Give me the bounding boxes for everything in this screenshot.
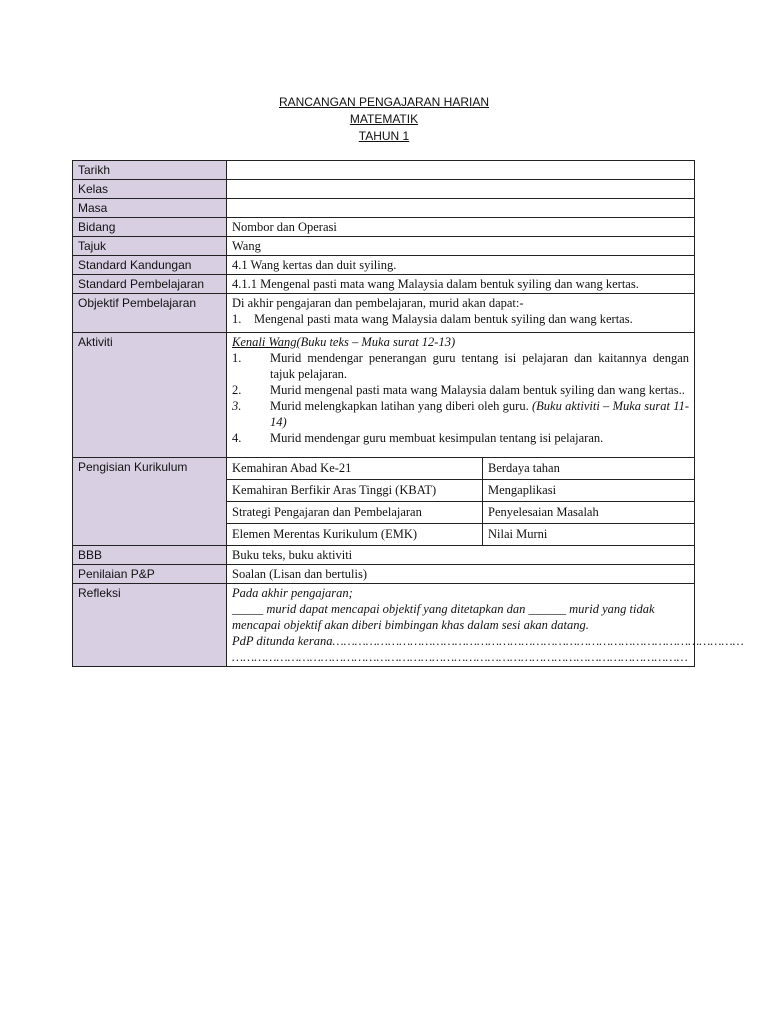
label-aktiviti: Aktiviti <box>73 333 227 458</box>
refleksi-line-4: …………………………………………………………………………………………………………… <box>232 650 688 664</box>
title-line-2: MATEMATIK <box>349 112 419 126</box>
value-penilaian: Soalan (Lisan dan bertulis) <box>227 565 695 584</box>
aktiviti-heading <box>232 334 689 350</box>
value-aktiviti <box>227 333 695 458</box>
value-refleksi <box>227 584 744 667</box>
value-tarikh <box>227 161 695 180</box>
row-masa <box>73 199 695 218</box>
document-title <box>0 94 768 145</box>
value-objektif <box>227 294 695 333</box>
lesson-plan-table <box>72 160 744 667</box>
list-item <box>232 382 689 398</box>
title-line-3: TAHUN 1 <box>358 129 410 143</box>
label-masa: Masa <box>73 199 227 218</box>
pengisian-name: Kemahiran Berfikir Aras Tinggi (KBAT) <box>227 480 483 502</box>
item-ref: (Buku aktiviti – Muka surat 11-14) <box>270 399 689 429</box>
row-tajuk <box>73 237 695 256</box>
label-bbb: BBB <box>73 546 227 565</box>
aktiviti-ref: (Buku teks – Muka surat 12-13) <box>296 335 456 349</box>
objektif-intro: Di akhir pengajaran dan pembelajaran, murid akan dapat:- <box>232 296 524 310</box>
item-number: 3. <box>232 399 242 413</box>
aktiviti-list <box>232 350 689 446</box>
label-standard-pembelajaran: Standard Pembelajaran <box>73 275 227 294</box>
item-number: 1. <box>232 351 242 365</box>
table-row <box>227 524 694 546</box>
row-objektif <box>73 294 695 333</box>
pengisian-value: Mengaplikasi <box>483 480 695 502</box>
value-bbb: Buku teks, buku aktiviti <box>227 546 695 565</box>
label-penilaian: Penilaian P&P <box>73 565 227 584</box>
table-row <box>227 502 694 524</box>
value-pengisian <box>227 458 695 546</box>
value-bidang: Nombor dan Operasi <box>227 218 695 237</box>
row-standard-kandungan <box>73 256 695 275</box>
item-number: 1. <box>232 312 242 326</box>
item-text: Murid melengkapkan latihan yang diberi oleh guru. <box>270 399 532 413</box>
label-objektif: Objektif Pembelajaran <box>73 294 227 333</box>
list-item <box>232 398 689 430</box>
label-standard-kandungan: Standard Kandungan <box>73 256 227 275</box>
refleksi-line-1: Pada akhir pengajaran; <box>232 586 353 600</box>
row-pengisian <box>73 458 695 546</box>
item-text-wrap <box>270 398 689 430</box>
item-number: 4. <box>232 431 242 445</box>
table-row <box>227 458 694 480</box>
row-bbb <box>73 546 695 565</box>
value-masa <box>227 199 695 218</box>
aktiviti-title: Kenali Wang <box>232 335 297 349</box>
pengisian-table <box>227 458 694 545</box>
item-text: Murid mendengar guru membuat kesimpulan tentang isi pelajaran. <box>270 431 604 445</box>
row-penilaian <box>73 565 695 584</box>
label-bidang: Bidang <box>73 218 227 237</box>
refleksi-line-3: PdP ditunda kerana………………………………………………………………………………………………… <box>232 634 744 648</box>
row-kelas <box>73 180 695 199</box>
title-line-1: RANCANGAN PENGAJARAN HARIAN <box>278 95 490 109</box>
pengisian-value: Penyelesaian Masalah <box>483 502 695 524</box>
item-text: Murid mengenal pasti mata wang Malaysia dalam bentuk syiling dan wang kertas.. <box>270 383 685 397</box>
list-item <box>232 311 689 327</box>
row-standard-pembelajaran <box>73 275 695 294</box>
pengisian-name: Strategi Pengajaran dan Pembelajaran <box>227 502 483 524</box>
label-refleksi: Refleksi <box>73 584 227 667</box>
value-standard-pembelajaran: 4.1.1 Mengenal pasti mata wang Malaysia dalam bentuk syiling dan wang kertas. <box>227 275 695 294</box>
row-bidang <box>73 218 695 237</box>
pengisian-name: Elemen Merentas Kurikulum (EMK) <box>227 524 483 546</box>
list-item <box>232 350 689 382</box>
value-kelas <box>227 180 695 199</box>
value-tajuk: Wang <box>227 237 695 256</box>
label-tajuk: Tajuk <box>73 237 227 256</box>
item-text: Mengenal pasti mata wang Malaysia dalam bentuk syiling dan wang kertas. <box>254 312 633 326</box>
row-tarikh <box>73 161 695 180</box>
value-standard-kandungan: 4.1 Wang kertas dan duit syiling. <box>227 256 695 275</box>
row-refleksi <box>73 584 695 667</box>
label-pengisian: Pengisian Kurikulum <box>73 458 227 546</box>
table-row <box>227 480 694 502</box>
pengisian-name: Kemahiran Abad Ke-21 <box>227 458 483 480</box>
pengisian-value: Berdaya tahan <box>483 458 695 480</box>
pengisian-value: Nilai Murni <box>483 524 695 546</box>
label-kelas: Kelas <box>73 180 227 199</box>
list-item <box>232 430 689 446</box>
label-tarikh: Tarikh <box>73 161 227 180</box>
row-aktiviti <box>73 333 695 458</box>
item-text: Murid mendengar penerangan guru tentang isi pelajaran dan kaitannya dengan tajuk pelajaran. <box>270 351 689 381</box>
refleksi-line-2: _____ murid dapat mencapai objektif yang ditetapkan dan ______ murid yang tidak mencapai objektif akan diberi bimbingan khas dalam sesi akan datang. <box>232 602 655 632</box>
item-number: 2. <box>232 383 242 397</box>
objektif-list <box>232 311 689 327</box>
